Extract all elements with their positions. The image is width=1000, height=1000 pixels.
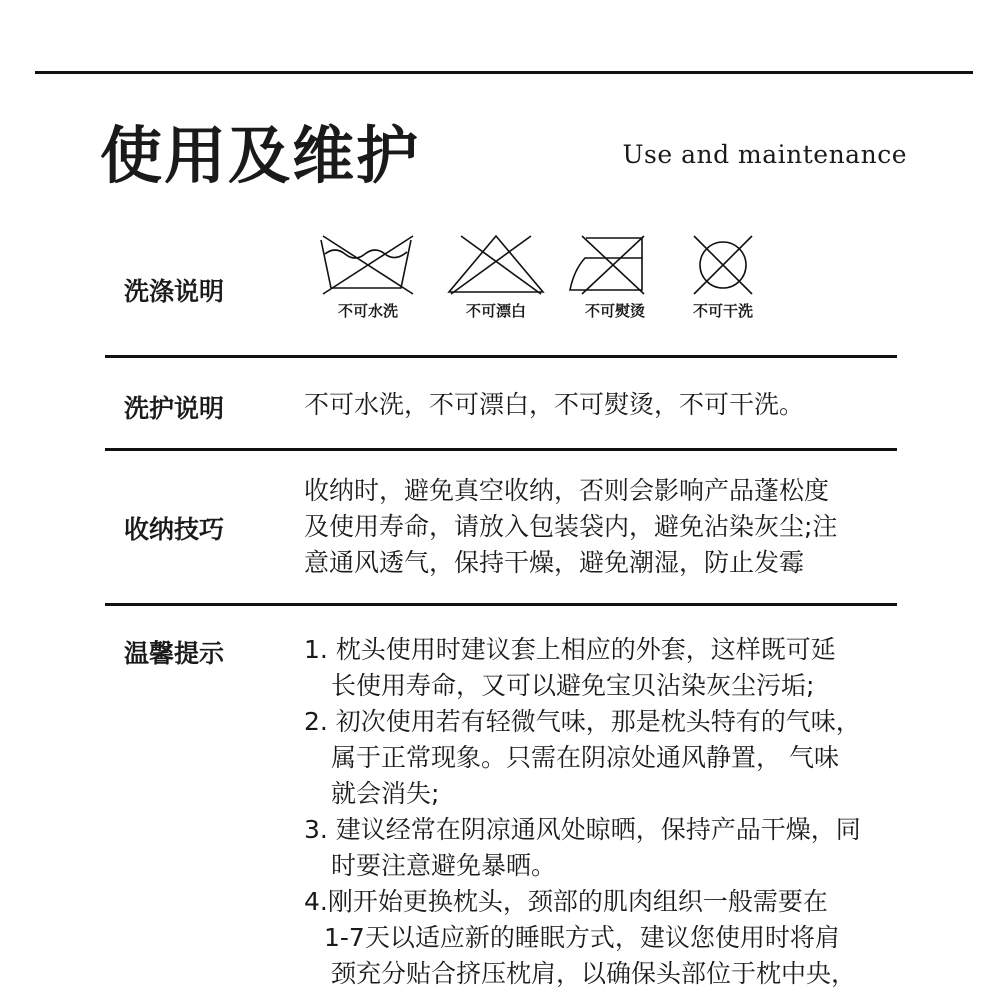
no-iron-icon	[560, 232, 670, 302]
washing-label: 洗涤说明	[124, 277, 225, 306]
tip-line: 1-7天以适应新的睡眠方式，建议您使用时将肩	[324, 923, 840, 952]
no-wash-icon	[313, 232, 423, 302]
care-text: 不可水洗，不可漂白，不可熨烫，不可干洗。	[304, 390, 805, 419]
tip-line: 颈充分贴合挤压枕肩，以确保头部位于枕中央，	[331, 959, 857, 988]
tip-line: 时要注意避免暴晒。	[331, 851, 557, 880]
no-wash-symbol	[313, 232, 423, 322]
section-divider	[105, 603, 897, 606]
tips-list	[304, 632, 861, 992]
no-dry-clean-caption: 不可干洗	[692, 302, 753, 320]
storage-text	[304, 473, 837, 581]
tip-line: 3. 建议经常在阴凉通风处晾晒，保持产品干燥，同	[304, 815, 861, 844]
tips-label: 温馨提示	[124, 639, 225, 668]
tip-line: 4.刚开始更换枕头，颈部的肌肉组织一般需要在	[304, 887, 828, 916]
section-divider	[105, 448, 897, 451]
storage-line: 收纳时，避免真空收纳，否则会影响产品蓬松度	[304, 476, 830, 505]
no-dry-clean-symbol	[668, 232, 778, 322]
no-dry-clean-icon	[668, 232, 778, 302]
top-divider	[35, 71, 973, 74]
storage-label: 收纳技巧	[124, 515, 225, 544]
no-bleach-symbol	[441, 232, 551, 322]
page-subtitle-en: Use and maintenance	[622, 140, 907, 169]
no-bleach-icon	[441, 232, 551, 302]
no-bleach-caption: 不可漂白	[465, 302, 526, 320]
page-title: 使用及维护	[100, 119, 421, 192]
storage-line: 意通风透气，保持干燥，避免潮湿，防止发霉	[304, 548, 805, 577]
tip-line: 1. 枕头使用时建议套上相应的外套，这样既可延	[304, 635, 836, 664]
no-iron-symbol	[560, 232, 670, 322]
tip-line: 属于正常现象。只需在阴凉处通风静置， 气味	[331, 743, 839, 772]
care-label: 洗护说明	[124, 394, 225, 423]
no-wash-caption: 不可水洗	[337, 302, 398, 320]
storage-line: 及使用寿命，请放入包装袋内，避免沾染灰尘;注	[304, 512, 838, 541]
tip-line: 长使用寿命，又可以避免宝贝沾染灰尘污垢;	[331, 671, 815, 700]
section-divider	[105, 355, 897, 358]
tip-line: 就会消失;	[331, 779, 440, 808]
tip-line: 2. 初次使用若有轻微气味，那是枕头特有的气味，	[304, 707, 861, 736]
no-iron-caption: 不可熨烫	[584, 302, 645, 320]
